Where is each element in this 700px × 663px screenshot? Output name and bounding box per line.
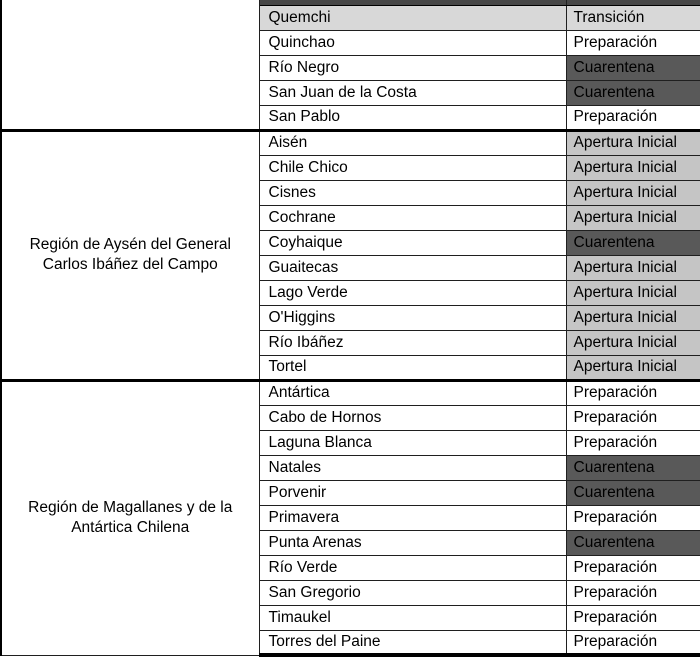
status-cell: Preparación <box>566 380 700 405</box>
status-cell: Cuarentena <box>566 455 700 480</box>
commune-cell: Torres del Paine <box>259 630 566 655</box>
commune-cell: San Pablo <box>259 105 566 130</box>
commune-cell: Río Verde <box>259 555 566 580</box>
commune-cell: San Juan de la Costa <box>259 80 566 105</box>
commune-cell: Antártica <box>259 380 566 405</box>
region-cell <box>1 0 259 130</box>
status-cell: Cuarentena <box>566 80 700 105</box>
commune-cell: Chile Chico <box>259 155 566 180</box>
table-row <box>1 380 700 405</box>
commune-cell: Aisén <box>259 130 566 155</box>
commune-cell: Guaitecas <box>259 255 566 280</box>
commune-cell: Río Negro <box>259 55 566 80</box>
status-cell: Apertura Inicial <box>566 205 700 230</box>
commune-cell: O'Higgins <box>259 305 566 330</box>
table-body <box>1 0 700 655</box>
status-cell: Preparación <box>566 505 700 530</box>
status-cell: Apertura Inicial <box>566 330 700 355</box>
commune-cell: Lago Verde <box>259 280 566 305</box>
commune-cell: Tortel <box>259 355 566 380</box>
commune-cell: Río Ibáñez <box>259 330 566 355</box>
commune-cell: Timaukel <box>259 605 566 630</box>
commune-cell: Quinchao <box>259 30 566 55</box>
commune-cell: Primavera <box>259 505 566 530</box>
status-cell: Apertura Inicial <box>566 255 700 280</box>
status-cell: Preparación <box>566 580 700 605</box>
status-cell: Apertura Inicial <box>566 155 700 180</box>
status-cell: Apertura Inicial <box>566 280 700 305</box>
status-cell: Preparación <box>566 405 700 430</box>
commune-cell: Laguna Blanca <box>259 430 566 455</box>
status-cell: Apertura Inicial <box>566 180 700 205</box>
commune-cell: Coyhaique <box>259 230 566 255</box>
status-cell: Cuarentena <box>566 230 700 255</box>
commune-cell: Natales <box>259 455 566 480</box>
status-cell: Cuarentena <box>566 530 700 555</box>
status-cell: Apertura Inicial <box>566 355 700 380</box>
status-cell: Preparación <box>566 605 700 630</box>
status-cell: Preparación <box>566 555 700 580</box>
status-cell: Preparación <box>566 30 700 55</box>
region-cell: Región de Aysén del General Carlos Ibáñez del Campo <box>1 130 259 380</box>
status-cell: Transición <box>566 5 700 30</box>
status-cell: Cuarentena <box>566 55 700 80</box>
commune-cell: Cisnes <box>259 180 566 205</box>
commune-cell: Cochrane <box>259 205 566 230</box>
commune-cell: Punta Arenas <box>259 530 566 555</box>
status-cell: Cuarentena <box>566 480 700 505</box>
table-row <box>1 130 700 155</box>
status-cell: Apertura Inicial <box>566 130 700 155</box>
status-cell: Preparación <box>566 430 700 455</box>
commune-cell: San Gregorio <box>259 580 566 605</box>
status-cell: Preparación <box>566 630 700 655</box>
region-cell: Región de Magallanes y de la Antártica Chilena <box>1 380 259 655</box>
status-cell: Apertura Inicial <box>566 305 700 330</box>
status-cell: Preparación <box>566 105 700 130</box>
commune-cell: Cabo de Hornos <box>259 405 566 430</box>
commune-cell: Porvenir <box>259 480 566 505</box>
commune-cell: Quemchi <box>259 5 566 30</box>
